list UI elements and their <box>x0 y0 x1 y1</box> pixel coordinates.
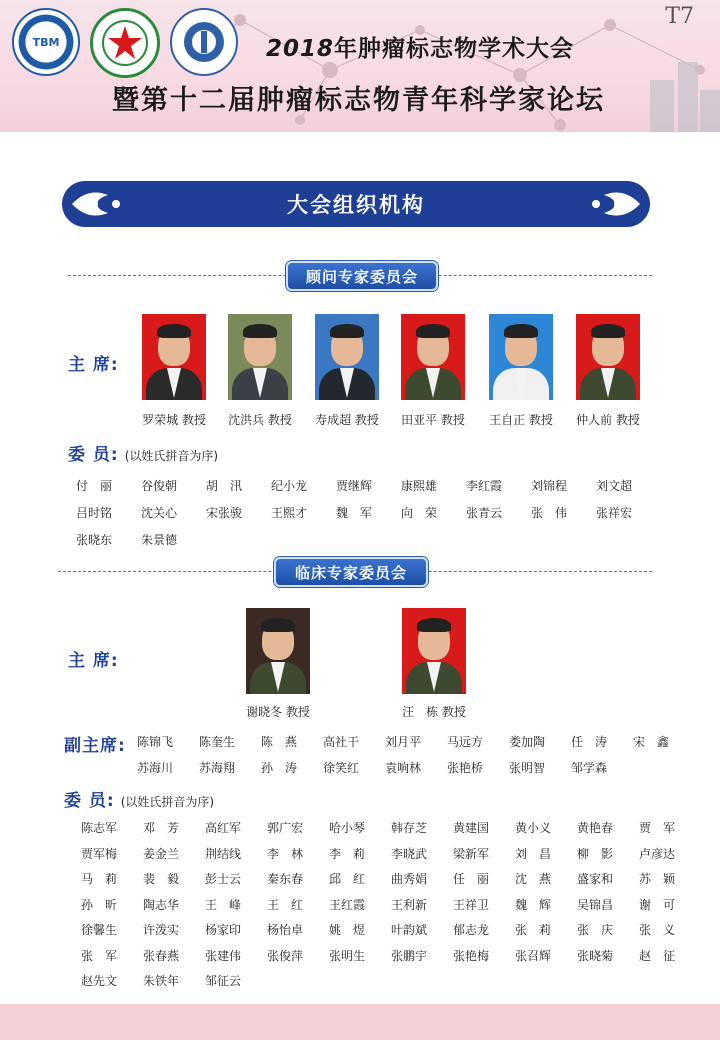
member-name: 张明智 <box>509 761 546 775</box>
advisory-section-header <box>0 262 720 290</box>
chair-name: 王自正 教授 <box>489 413 553 427</box>
member-name: 王利新 <box>391 897 428 912</box>
organization-heading <box>62 181 650 227</box>
member-name: 盛家和 <box>577 872 614 886</box>
member-name: 郭广宏 <box>267 821 304 835</box>
member-name: 宋 鑫 <box>633 735 670 749</box>
member-name: 张建伟 <box>205 948 242 963</box>
member-name: 张艳桥 <box>447 761 484 775</box>
member-name: 魏 军 <box>336 506 373 520</box>
advisory-section-title: 顾问专家委员会 <box>286 261 438 291</box>
member-name: 马 莉 <box>81 872 118 886</box>
member-name: 魏 辉 <box>515 897 552 912</box>
member-name: 张 义 <box>639 923 676 937</box>
member-name: 姚 煜 <box>329 923 366 937</box>
logo-group <box>12 8 238 78</box>
member-name: 王熙才 <box>271 506 308 520</box>
member-name: 赵 征 <box>639 948 676 963</box>
chair-name: 罗荣城 教授 <box>142 413 206 427</box>
member-name: 张明生 <box>329 948 366 963</box>
member-name: 陈 燕 <box>261 735 298 749</box>
chair-name: 沈洪兵 教授 <box>228 413 292 427</box>
member-name: 李红霞 <box>466 479 503 493</box>
member-name: 彭士云 <box>205 872 242 886</box>
member-name: 贾军梅 <box>81 846 118 861</box>
member-name: 邱 红 <box>329 872 366 886</box>
chair-name: 田亚平 教授 <box>401 413 465 427</box>
member-name: 张 庆 <box>577 923 614 937</box>
member-name: 王祥卫 <box>453 897 490 912</box>
ornament-right-icon <box>584 185 644 223</box>
member-name: 吴锦昌 <box>577 897 614 912</box>
chair-name: 仲人前 教授 <box>576 413 640 427</box>
member-name: 陈志军 <box>81 821 118 835</box>
member-name: 刘锦程 <box>531 479 568 493</box>
portrait-photo <box>142 314 206 400</box>
member-name: 苏海翔 <box>199 761 236 775</box>
member-name: 吕时铭 <box>76 506 113 520</box>
member-name: 张召辉 <box>515 948 552 963</box>
portrait-photo <box>489 314 553 400</box>
chair-name: 汪 栋 教授 <box>402 705 466 719</box>
member-name: 王 峰 <box>205 897 242 912</box>
member-name: 王 红 <box>267 897 304 912</box>
member-name: 贾继辉 <box>336 479 373 493</box>
header-banner <box>0 0 720 132</box>
member-name: 张 伟 <box>531 506 568 520</box>
clinical-section-header <box>0 558 720 586</box>
member-name: 梁新军 <box>453 846 490 861</box>
member-name: 朱景德 <box>141 533 178 547</box>
member-name: 李 林 <box>267 846 304 861</box>
member-name: 陈锦飞 <box>137 735 174 749</box>
member-name: 杨家印 <box>205 923 242 937</box>
portrait-photo <box>576 314 640 400</box>
clinical-section-title: 临床专家委员会 <box>274 557 428 587</box>
member-name: 朱铁年 <box>143 974 180 988</box>
chair-name: 寿成超 教授 <box>315 413 379 427</box>
member-name: 张晓菊 <box>577 948 614 963</box>
portrait-photo <box>401 314 465 400</box>
university-emblem-icon <box>100 18 150 68</box>
footer-bar <box>0 1004 720 1040</box>
clinical-chair-label: 主 席: <box>68 651 119 671</box>
conference-title: 2018年肿瘤标志物学术大会 <box>266 36 575 62</box>
member-name: 张 军 <box>81 948 118 963</box>
member-name: 张 莉 <box>515 923 552 937</box>
member-name: 邓 芳 <box>143 821 180 835</box>
member-name: 高社干 <box>323 735 360 749</box>
member-name: 黄建国 <box>453 821 490 835</box>
member-name: 向 荣 <box>401 506 438 520</box>
member-name: 谷俊朝 <box>141 479 178 493</box>
member-name: 荆结线 <box>205 846 242 861</box>
member-name: 哈小琴 <box>329 821 366 835</box>
member-name: 曲秀娟 <box>391 872 428 886</box>
member-name: 康熙雄 <box>401 479 438 493</box>
member-name: 张青云 <box>466 506 503 520</box>
member-name: 徐馨生 <box>81 923 118 937</box>
member-name: 叶韵斌 <box>391 923 428 937</box>
member-name: 任 丽 <box>453 872 490 886</box>
member-name: 徐笑红 <box>323 761 360 775</box>
tbm-logo: TBM <box>12 8 80 76</box>
member-name: 陶志华 <box>143 897 180 912</box>
member-name: 孙 昕 <box>81 897 118 912</box>
member-name: 苏 颖 <box>639 872 676 886</box>
member-name: 邹征云 <box>205 974 242 988</box>
member-name: 黄小义 <box>515 821 552 835</box>
member-name: 宋张骏 <box>206 506 243 520</box>
member-name: 任 涛 <box>571 735 608 749</box>
portrait-photo <box>402 608 466 694</box>
member-name: 刘文超 <box>596 479 633 493</box>
chair-name: 谢晓冬 教授 <box>246 705 310 719</box>
member-name: 张鹏宇 <box>391 948 428 963</box>
member-name: 陈奎生 <box>199 735 236 749</box>
conference-subtitle: 暨第十二届肿瘤标志物青年科学家论坛 <box>112 85 605 116</box>
member-name: 高红军 <box>205 821 242 835</box>
member-name: 姜金兰 <box>143 846 180 861</box>
member-name: 许泼实 <box>143 923 180 937</box>
china-anticancer-association-logo <box>170 8 238 76</box>
member-name: 郁志龙 <box>453 923 490 937</box>
member-name: 李 莉 <box>329 846 366 861</box>
member-name: 贾 军 <box>639 821 676 835</box>
member-name: 杨怡卓 <box>267 923 304 937</box>
member-name: 袁响林 <box>385 761 422 775</box>
member-name: 秦东春 <box>267 872 304 886</box>
member-name: 沈关心 <box>141 506 178 520</box>
member-name: 付 丽 <box>76 479 113 493</box>
member-name: 胡 汛 <box>206 479 243 493</box>
member-name: 王红霞 <box>329 897 366 912</box>
member-name: 韩存芝 <box>391 821 428 835</box>
page-number: T7 <box>665 4 694 29</box>
member-name: 赵先文 <box>81 974 118 988</box>
member-name: 娄加陶 <box>509 735 546 749</box>
portrait-photo <box>315 314 379 400</box>
zhengzhou-university-logo <box>90 8 160 78</box>
member-name: 黄艳春 <box>577 821 614 835</box>
member-name: 张祥宏 <box>596 506 633 520</box>
member-name: 裴 毅 <box>143 872 180 886</box>
member-name: 苏海川 <box>137 761 174 775</box>
member-name: 沈 燕 <box>515 872 552 886</box>
portrait-photo <box>228 314 292 400</box>
member-name: 卢彦达 <box>639 846 676 861</box>
member-name: 张艳梅 <box>453 948 490 963</box>
member-name: 刘 昌 <box>515 846 552 861</box>
member-name: 张晓东 <box>76 533 113 547</box>
member-name: 张俊萍 <box>267 948 304 963</box>
advisory-member-label: 委 员: (以姓氏拼音为序) <box>68 445 219 465</box>
ornament-left-icon <box>68 185 128 223</box>
advisory-chair-label: 主 席: <box>68 355 119 375</box>
main-heading-text: 大会组织机构 <box>287 193 425 217</box>
member-name: 谢 可 <box>639 897 676 912</box>
portrait-photo <box>246 608 310 694</box>
member-name: 张春燕 <box>143 948 180 963</box>
member-name: 刘月平 <box>385 735 422 749</box>
member-name: 柳 影 <box>577 846 614 861</box>
member-name: 李晓武 <box>391 846 428 861</box>
member-name: 邹学森 <box>571 761 608 775</box>
member-name: 马远方 <box>447 735 484 749</box>
vice-chair-label: 副主席: <box>64 736 126 756</box>
association-emblem-icon <box>179 17 229 67</box>
member-name: 纪小龙 <box>271 479 308 493</box>
clinical-member-label: 委 员: (以姓氏拼音为序) <box>64 791 215 811</box>
member-name: 孙 涛 <box>261 761 298 775</box>
